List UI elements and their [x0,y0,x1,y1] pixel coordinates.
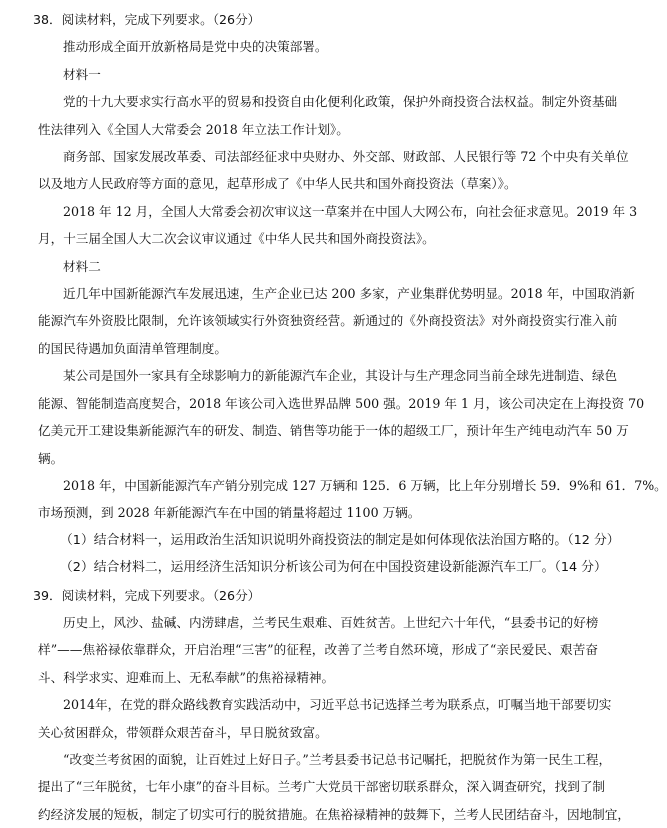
q39-p1-line: 历史上，风沙、盐碱、内涝肆虐，兰考民生艰难、百姓贫苦。上世纪六十年代，“县委书记的好榜 [63,614,599,630]
material-1-title: 材料一 [63,66,101,82]
m1-p2-line: 商务部、国家发展改革委、司法部经征求中央财办、外交部、财政部、人民银行等 72 个中央有关单位 [63,149,629,165]
sub-question-2: （2）结合材料二，运用经济生活知识分析该公司为何在中国投资建设新能源汽车工厂。（14 分） [60,560,607,576]
q39-p3-line: “改变兰考贫困的面貌，让百姓过上好日子。”兰考县委书记总书记嘱托，把脱贫作为第一民生工程， [63,751,612,767]
m2-p2-line: 辆。 [38,450,64,466]
m1-p1-line: 性法律列入《全国人大常委会 2018 年立法工作计划》。 [38,121,349,137]
m2-p1-line: 的国民待遇加负面清单管理制度。 [38,340,227,356]
m2-p2-line: 亿美元开工建设集新能源汽车的研发、制造、销售等功能于一体的超级工厂，预计年生产纯电动汽车 50 万 [38,423,629,439]
q39-p3-line: 提出了“三年脱贫，七年小康”的奋斗目标。兰考广大党员干部密切联系群众，深入调查研究，找到了制 [38,779,606,795]
m2-p3-line: 2018 年，中国新能源汽车产销分别完成 127 万辆和 125．6 万辆，比上年分别增长 59．9%和 61．7%。 [63,477,667,493]
m2-p2-line: 某公司是国外一家具有全球影响力的新能源汽车企业，其设计与生产理念同当前全球先进制造、绿色 [63,368,618,384]
m2-p1-line: 近几年中国新能源汽车发展迅速，生产企业已达 200 多家，产业集群优势明显。2018 年，中国取消新 [63,286,635,302]
m2-p3-line: 市场预测，到 2028 年新能源汽车在中国的销量将超过 1100 万辆。 [38,505,421,521]
m1-p3-line: 月，十三届全国人大二次会议审议通过《中华人民共和国外商投资法》。 [38,231,435,247]
q39-p2-line: 2014年，在党的群众路线教育实践活动中，习近平总书记选择兰考为联系点，叮嘱当地干部要切实 [63,697,612,713]
m1-p3-line: 2018 年 12 月，全国人大常委会初次审议这一草案并在中国人大网公布，向社会征求意见。2019 年 3 [63,203,638,219]
q39-p1-line: 斗、科学求实、迎难而上、无私奉献”的焦裕禄精神。 [38,669,335,685]
m2-p1-line: 能源汽车外资股比限制，允许该领域实行外资独资经营。新通过的《外商投资法》对外商投资实行准入前 [38,313,618,329]
question-38-heading: 38．阅读材料，完成下列要求。（26分） [33,12,261,27]
question-39-heading: 39．阅读材料，完成下列要求。（26分） [33,587,261,603]
m1-p2-line: 以及地方人民政府等方面的意见，起草形成了《中华人民共和国外商投资法（草案）》。 [38,176,517,192]
m2-p2-line: 能源、智能制造高度契合，2018 年该公司入选世界品牌 500 强。2019 年 1 月，该公司决定在上海投资 70 [38,395,645,411]
q39-p3-line: 约经济发展的短板，制定了切实可行的脱贫措施。在焦裕禄精神的鼓舞下，兰考人民团结奋斗，因地制宜， [38,806,630,822]
material-2-title: 材料二 [63,258,101,274]
q39-p2-line: 关心贫困群众，带领群众艰苦奋斗，早日脱贫致富。 [38,724,328,740]
q39-p1-line: 样”——焦裕禄依靠群众，开启治理“三害”的征程，改善了兰考自然环境，形成了“亲民爱民、艰苦奋 [38,642,598,658]
m1-p1-line: 党的十九大要求实行高水平的贸易和投资自由化便利化政策，保护外商投资合法权益。制定外资基础 [63,94,618,110]
question-38-intro: 推动形成全面开放新格局是党中央的决策部署。 [63,39,328,55]
sub-question-1: （1）结合材料一，运用政治生活知识说明外商投资法的制定是如何体现依法治国方略的。（12 分） [60,532,620,548]
